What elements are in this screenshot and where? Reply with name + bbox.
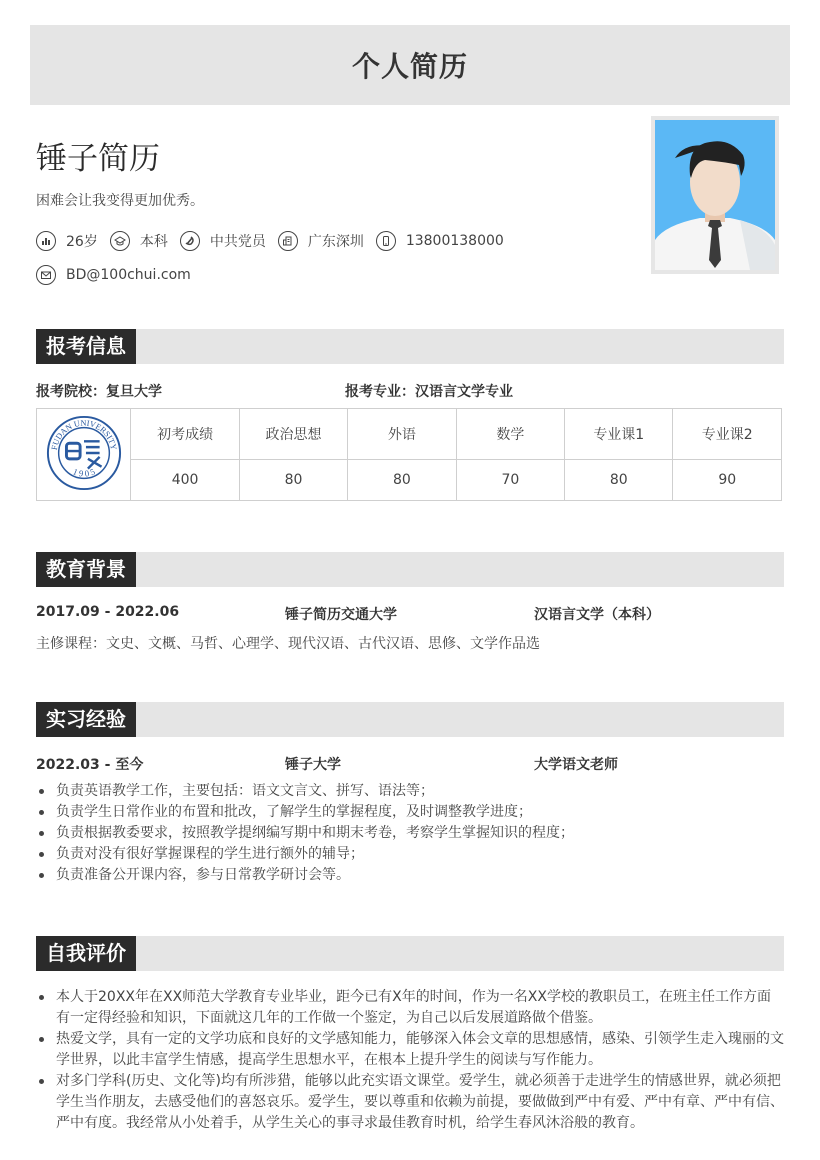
target-major: 报考专业：汉语言文学专业 [345, 384, 513, 400]
location-icon [278, 231, 298, 251]
internship-duties-list [36, 781, 784, 886]
info-party-text: 中共党员 [209, 234, 266, 250]
education-period: 2017.09 - 2022.06 [36, 604, 180, 620]
info-phone-text: 13800138000 [405, 233, 504, 249]
resume-banner [30, 25, 790, 105]
info-phone [376, 231, 504, 251]
score-value-cell: 80 [565, 459, 673, 500]
score-header-cell: 初考成绩 [131, 409, 239, 460]
section-header-education [36, 552, 784, 587]
education-school: 锤子简历交通大学 [285, 607, 397, 623]
score-header-cell: 政治思想 [239, 409, 347, 460]
info-email [36, 265, 191, 285]
list-item: 负责英语教学工作，主要包括：语文文言文、拼写、语法等； [36, 781, 784, 802]
list-item: 对多门学科(历史、文化等)均有所涉猎，能够以此充实语文课堂。爱学生，就必须善于走进学生的情感世界，就必须把学生当作朋友，去感受他们的喜怒哀乐。爱学生，要以尊重和依赖为前提，要做做到严中有爱、严中有章、严中有信、严中有度。我经常从小处着手，从学生关心的事寻求最佳教育时机，给学生春风沐浴般的教育。 [36, 1071, 784, 1134]
svg-text:1 9 0 5: 1 9 0 5 [71, 465, 97, 479]
section-title-internship: 实习经验 [36, 702, 136, 737]
profile-name: 锤子简历 [36, 141, 160, 177]
target-school: 报考院校：复旦大学 [36, 384, 162, 400]
profile-motto: 困难会让我变得更加优秀。 [36, 193, 204, 209]
info-location-text: 广东深圳 [307, 234, 364, 250]
profile-email-row [36, 265, 203, 285]
info-age-text: 26岁 [66, 234, 98, 250]
list-item: 负责对没有很好掌握课程的学生进行额外的辅导； [36, 844, 784, 865]
score-header-cell: 数学 [456, 409, 564, 460]
section-title-education: 教育背景 [36, 552, 136, 587]
university-logo-cell [37, 409, 131, 501]
list-item: 热爱文学，具有一定的文学功底和良好的文学感知能力，能够深入体会文章的思想感情，感染、引领学生走入瑰丽的文学世界，以此丰富学生情感，提高学生思想水平，在根本上提升学生的阅读与写作能力。 [36, 1029, 784, 1071]
score-value-row [37, 459, 782, 500]
internship-company: 锤子大学 [285, 757, 341, 773]
info-education [110, 231, 168, 251]
profile-info-row [36, 231, 516, 251]
score-value-cell: 90 [673, 459, 782, 500]
section-title-self-eval: 自我评价 [36, 936, 136, 971]
info-email-text: BD@100chui.com [66, 267, 191, 283]
info-location [278, 231, 364, 251]
score-header-cell: 专业课1 [565, 409, 673, 460]
score-header-cell: 外语 [348, 409, 456, 460]
score-value-cell: 80 [239, 459, 347, 500]
score-header-row [37, 409, 782, 460]
info-party [180, 231, 266, 251]
score-value-cell: 400 [131, 459, 239, 500]
list-item: 负责学生日常作业的布置和批改，了解学生的掌握程度，及时调整教学进度； [36, 802, 784, 823]
section-header-self-eval [36, 936, 784, 971]
avatar [655, 120, 775, 270]
university-logo-icon [45, 414, 123, 492]
party-icon [180, 231, 200, 251]
list-item: 负责准备公开课内容，参与日常教学研讨会等。 [36, 865, 784, 886]
section-header-internship [36, 702, 784, 737]
education-courses: 主修课程：文史、文概、马哲、心理学、现代汉语、古代汉语、思修、文学作品选 [36, 636, 540, 652]
score-header-cell: 专业课2 [673, 409, 782, 460]
profile-photo [651, 116, 779, 274]
email-icon [36, 265, 56, 285]
internship-role: 大学语文老师 [534, 757, 618, 773]
section-title-application: 报考信息 [36, 329, 136, 364]
svg-text:FUDAN UNIVERSITY: FUDAN UNIVERSITY [49, 418, 118, 451]
list-item: 负责根据教委要求，按照教学提纲编写期中和期末考卷，考察学生掌握知识的程度； [36, 823, 784, 844]
score-value-cell: 70 [456, 459, 564, 500]
list-item: 本人于20XX年在XX师范大学教育专业毕业，距今已有X年的时间，作为一名XX学校的教职员工，在班主任工作方面有一定得经验和知识，下面就这几年的工作做一个鉴定，为自己以后发展道路做个借鉴。 [36, 987, 784, 1029]
self-eval-list [36, 987, 784, 1134]
section-header-application [36, 329, 784, 364]
internship-period: 2022.03 - 至今 [36, 757, 144, 773]
resume-title: 个人简历 [351, 50, 468, 83]
info-age [36, 231, 98, 251]
education-major: 汉语言文学（本科） [534, 607, 660, 623]
score-value-cell: 80 [348, 459, 456, 500]
info-education-text: 本科 [139, 234, 168, 250]
phone-icon [376, 231, 396, 251]
education-icon [110, 231, 130, 251]
age-icon [36, 231, 56, 251]
score-table [36, 408, 782, 501]
